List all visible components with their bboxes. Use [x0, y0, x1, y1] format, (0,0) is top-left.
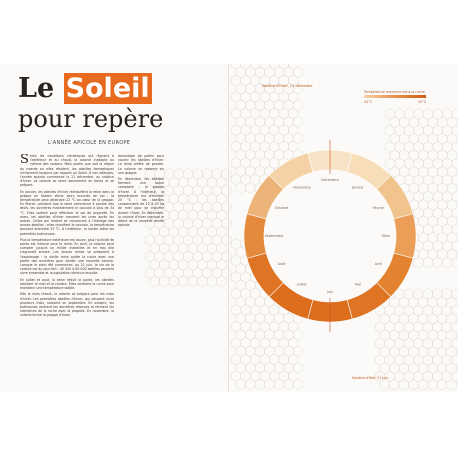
paragraph: Dès le mois d'août, la colonie se prépare pour les mois d'hiver. Les premières abeilles d'hiver, qui peuvent vivre plusieurs mois, naissent en septembre. En octobre, les butineuses rentrent les dernières réserves et ferment les interstices de la ruche avec la propolis. En novembre, la colonie forme la grappe d'hiver.: [20, 292, 114, 318]
paragraph: En janvier, les abeilles d'hiver réchauffent la reine dans la grappe en faisant vibrer leurs muscles de vol : la température peut atteindre 22 °C au cœur de la grappe. En février, pendant que la reine commence à pondre des œufs, les ouvrières maintiennent le couvain à plus de 34 °C. Elles sortent pour effectuer le vol de propreté. En mars, les abeilles d'hiver meurent les unes après les autres. Celles qui restent se consacrent à l'élevage des jeunes abeilles : elles chauffent le couvain, la température pouvant atteindre 35 °C. À l'extérieur, la nectar attire les premières butineuses.: [20, 189, 114, 236]
month-label: Septembre: [264, 234, 284, 238]
legend-min-label: 20°C: [364, 100, 373, 104]
legend-max-label: 35°C: [418, 100, 427, 104]
month-label: Novembre: [293, 185, 311, 190]
magazine-spread: [0, 64, 458, 392]
month-label: Juillet: [297, 282, 307, 287]
headline-prefix: Le: [18, 73, 64, 104]
month-label: Avril: [374, 262, 383, 266]
month-label: Juin: [326, 290, 334, 294]
month-label: Mai: [355, 282, 361, 287]
legend-gradient: [364, 95, 426, 98]
headline-line2: pour repère: [18, 105, 164, 133]
month-label: Août: [277, 262, 286, 266]
month-label: Octobre: [274, 206, 289, 210]
legend-title: Température moyenne dans la ruche: [364, 90, 425, 94]
month-label: Février: [372, 206, 385, 210]
paragraph: En juillet et août, la reine réduit la ponte, les abeilles stockent le miel et la chaleur. Elles ventilent la ruche pour maintenir une température stable.: [20, 277, 114, 291]
drop-cap: S: [20, 154, 29, 167]
ring-center: [264, 170, 396, 302]
callout-winter-solstice: Solstice d'hiver, 21 décembre: [262, 84, 313, 88]
callout-summer-solstice: Solstice d'été, 21 juin: [352, 376, 389, 380]
paragraph: davantage de pollen pour nourrir les abeilles d'hiver. La reine arrête de pondre. La colonie se resserre en une grappe.: [118, 154, 164, 175]
month-label: Décembre: [321, 178, 339, 182]
month-sector: [394, 214, 416, 259]
month-label: Mars: [381, 234, 391, 238]
headline-highlight: Soleil: [65, 73, 150, 104]
paragraph: Plus la température extérieure est douce, plus l'activité de ponte est intense pour la reine. En avril, la colonie peut compter jusqu'à un millier d'abeilles et en mai elle s'agrandit encore. Les jeunes reines se préparent à l'essaimage : la vieille reine quitte la ruche avec une partie des ouvrières pour fonder une nouvelle colonie. Lorsque le plein été commence, au 21 juin, la vie de la colonie est au plus fort : 40 000 à 60 000 abeilles peuvent vivre ensemble et la population diminue ensuite.: [20, 237, 114, 276]
article-subtitle: L'ANNÉE APICOLE EN EUROPE: [48, 140, 131, 146]
paragraph: elon les conditions climatiques qui règnent à l'extérieur et au chaud, la colonie s'adapte au rythme des saisons. Mais quelle que soit la région du monde où elles résident, les abeilles domestiques s'informent toujours par rapport au Soleil. À nos latitudes, l'année apicole commence le 21 décembre, au solstice d'hiver. La colonie se serre doucement en boule et se prépare.: [20, 154, 114, 188]
year-ring-chart: [0, 64, 458, 392]
paragraph: En décembre, les abeilles forment une boule compacte : la grappe d'hiver. À l'intérieur, la température est d'environ 20 °C ; les abeilles consomment de 12 à 20 kg de miel pour se chauffer durant l'hiver. En décembre, la colonie d'hiver marque le début de la nouvelle année apicole.: [118, 177, 164, 228]
month-sector: [244, 214, 266, 259]
month-label: Janvier: [352, 185, 364, 190]
